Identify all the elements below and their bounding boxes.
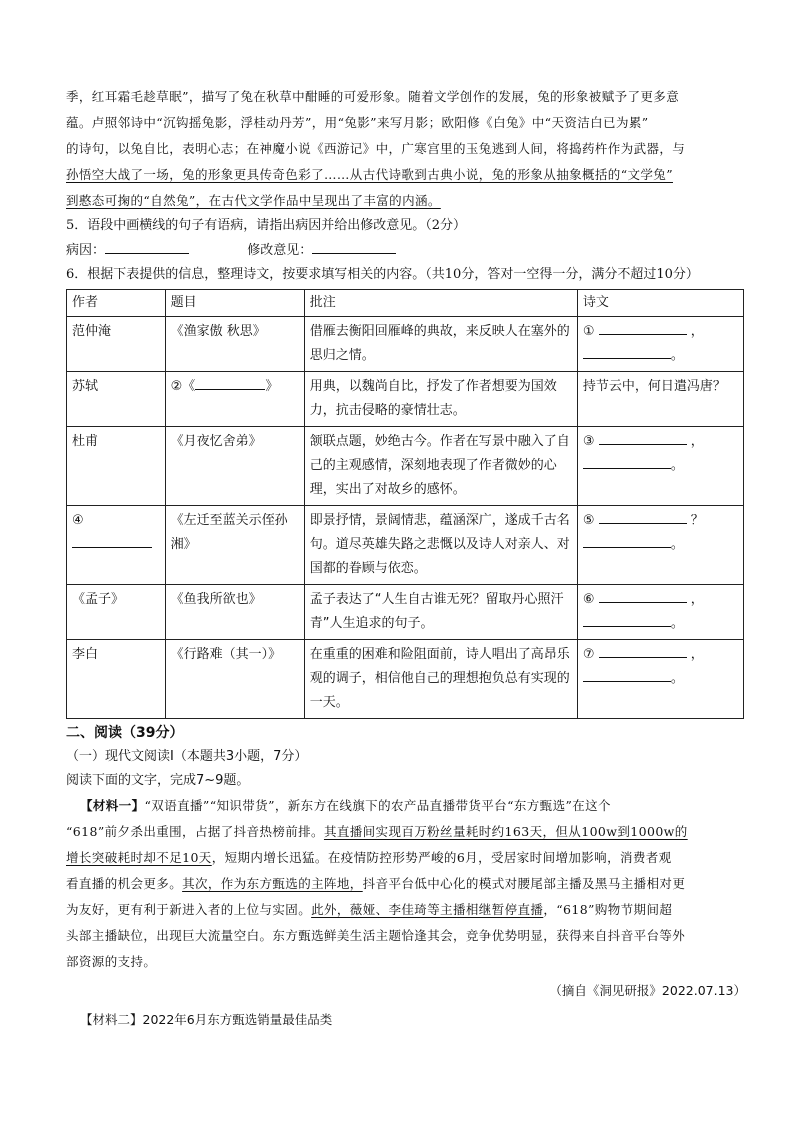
passage-line: 头部主播缺位，出现巨大流量空白。东方甄选鲜美生活主题恰逢其会，竞争优势明显，获得来自抖音平台等外 <box>66 928 686 943</box>
passage-line: 【材料一】“双语直播”“知识带货”，新东方在线旗下的农产品直播带货平台“东方甄选”在这个 <box>80 798 611 813</box>
cause-blank[interactable] <box>105 238 189 254</box>
header-poem: 诗文 <box>577 290 743 317</box>
cell-note: 颔联点题，妙绝古今。作者在写景中融入了自己的主观感情，深刻地表现了作者微妙的心理，实出了对故乡的感怀。 <box>304 427 577 506</box>
answer-blank[interactable] <box>583 533 671 548</box>
answer-blank[interactable] <box>195 375 265 390</box>
cell-author: ④ <box>67 506 166 585</box>
poetry-table <box>66 289 744 719</box>
passage-line: “618”前夕杀出重围，占据了抖音热榜前排。其直播间实现百万粉丝量耗时约163天，但从100w到1000w的 <box>66 824 688 839</box>
question-6-prompt: 6．根据下表提供的信息，整理诗文，按要求填写相关的内容。（共10分，答对一空得一分，满分不超过10分） <box>66 267 699 282</box>
section-heading: 二、阅读（39分） <box>66 725 184 741</box>
answer-blank[interactable] <box>583 667 671 682</box>
cell-author: 《孟子》 <box>67 585 166 640</box>
reading-instruction: 阅读下面的文字，完成7~9题。 <box>66 773 250 788</box>
cell-title: 《左迁至蓝关示侄孙湘》 <box>165 506 304 585</box>
table-row <box>67 372 744 427</box>
passage-line: 看直播的机会更多。其次，作为东方甄选的主阵地，抖音平台低中心化的模式对腰尾部主播及黑马主播相对更 <box>66 876 686 891</box>
table-row <box>67 506 744 585</box>
answer-blank[interactable] <box>599 588 687 603</box>
cell-title: 《渔家傲 秋思》 <box>165 317 304 372</box>
cell-note: 孟子表达了“人生自古谁无死？留取丹心照汗青”人生追求的句子。 <box>304 585 577 640</box>
cell-poem: ⑦ ， 。 <box>577 640 743 719</box>
table-row <box>67 427 744 506</box>
answer-blank[interactable] <box>583 454 671 469</box>
table-row <box>67 585 744 640</box>
cell-title: 《鱼我所欲也》 <box>165 585 304 640</box>
cell-note: 借雁去衡阳回雁峰的典故，来反映人在塞外的思归之情。 <box>304 317 577 372</box>
passage-underlined-line: 到憨态可掬的“自然兔”，在古代文学作品中呈现出了丰富的内涵。 <box>66 193 441 208</box>
material-1-label: 【材料一】 <box>80 798 145 813</box>
cell-author: 苏轼 <box>67 372 166 427</box>
cell-poem: 持节云中，何日遣冯唐？ <box>577 372 743 427</box>
fix-label: 修改意见： <box>247 243 313 258</box>
cell-poem: ⑤ ？ 。 <box>577 506 743 585</box>
table-row <box>67 640 744 719</box>
passage-line: 部资源的支持。 <box>66 954 157 969</box>
table-row <box>67 317 744 372</box>
cell-title: 《行路难（其一）》 <box>165 640 304 719</box>
exam-page <box>66 84 746 1033</box>
question-5-prompt: 5．语段中画横线的句子有语病，请指出病因并给出修改意见。（2分） <box>66 218 467 233</box>
answer-blank[interactable] <box>72 533 152 548</box>
passage <box>66 84 746 214</box>
table-header-row <box>67 290 744 317</box>
material-2-title: 【材料二】2022年6月东方甄选销量最佳品类 <box>80 1012 333 1027</box>
cell-title: ②《 》 <box>165 372 304 427</box>
material-1 <box>66 793 746 975</box>
cell-poem: ① ， 。 <box>577 317 743 372</box>
cell-note: 用典，以魏尚自比，抒发了作者想要为国效力，抗击侵略的豪情壮志。 <box>304 372 577 427</box>
cell-author: 范仲淹 <box>67 317 166 372</box>
cell-author: 杜甫 <box>67 427 166 506</box>
passage-underlined-line: 孙悟空大战了一场，兔的形象更具传奇色彩了……从古代诗歌到古典小说，兔的形象从抽象概括的“文学兔” <box>66 167 673 182</box>
cell-poem: ⑥ ， 。 <box>577 585 743 640</box>
cause-label: 病因： <box>66 243 106 258</box>
answer-blank[interactable] <box>599 643 687 658</box>
answer-blank[interactable] <box>599 509 687 524</box>
passage-line: 季，红耳霜毛趁草眠”，描写了兔在秋草中酣睡的可爱形象。随着文学创作的发展，兔的形象被赋予了更多意 <box>66 89 680 104</box>
answer-blank[interactable] <box>599 320 687 335</box>
fix-blank[interactable] <box>312 238 396 254</box>
passage-line: 增长突破耗时却不足10天，短期内增长迅猛。在疫情防控形势严峻的6月，受居家时间增加影响，消费者观 <box>66 850 672 865</box>
cell-poem: ③ ， 。 <box>577 427 743 506</box>
header-title: 题目 <box>165 290 304 317</box>
cell-note: 在重重的困难和险阻面前，诗人唱出了高昂乐观的调子，相信他自己的理想抱负总有实现的一天。 <box>304 640 577 719</box>
question-5-answer-row <box>66 238 746 263</box>
passage-line: 为友好，更有利于新进入者的上位与实固。此外，薇娅、李佳琦等主播相继暂停直播，“618”购物节期间超 <box>66 902 673 917</box>
answer-blank[interactable] <box>583 344 671 359</box>
passage-line: 蕴。卢照邻诗中“沉钩摇兔影，浮桂动丹芳”，用“兔影”来写月影；欧阳修《白兔》中“天资洁白已为累” <box>66 115 649 130</box>
answer-blank[interactable] <box>599 430 687 445</box>
cell-title: 《月夜忆舍弟》 <box>165 427 304 506</box>
header-note: 批注 <box>304 290 577 317</box>
answer-blank[interactable] <box>583 612 671 627</box>
source-citation: （摘自《洞见研报》2022.07.13） <box>549 983 746 998</box>
passage-line: 的诗句，以兔自比，表明心志；在神魔小说《西游记》中，广寒宫里的玉兔逃到人间，将捣药杵作为武器，与 <box>66 141 686 156</box>
cell-author: 李白 <box>67 640 166 719</box>
cell-note: 即景抒情，景阔情悲，蕴涵深广，遂成千古名句。道尽英雄失路之悲慨以及诗人对亲人、对国都的眷顾与依恋。 <box>304 506 577 585</box>
subsection-heading: （一）现代文阅读Ⅰ（本题共3小题，7分） <box>66 749 308 764</box>
header-author: 作者 <box>67 290 166 317</box>
